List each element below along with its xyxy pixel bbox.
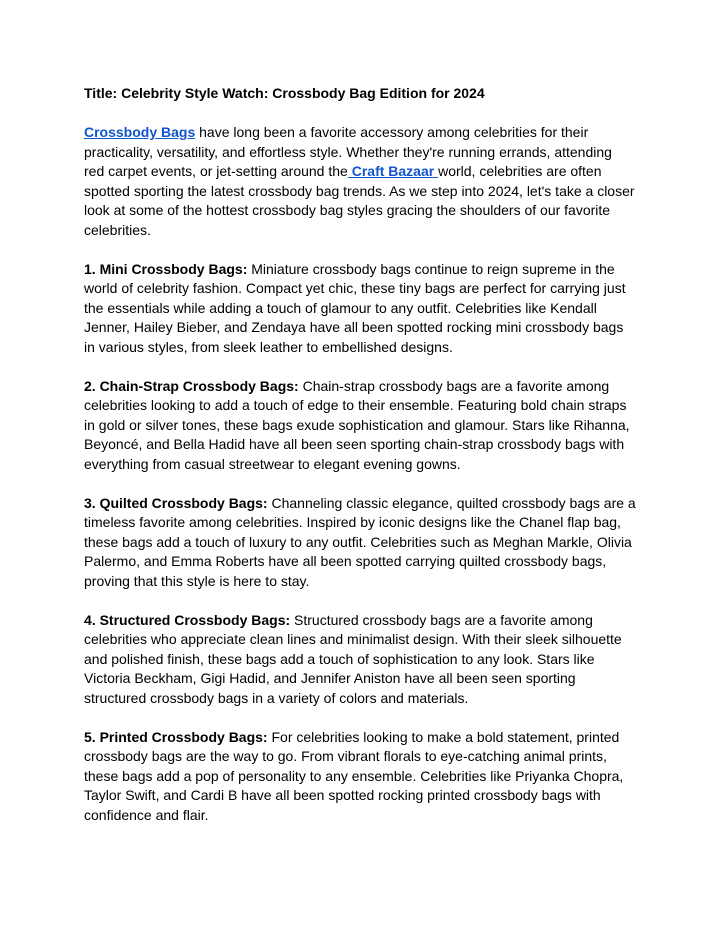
section-mini xyxy=(84,260,636,358)
section-heading: 2. Chain-Strap Crossbody Bags: xyxy=(84,377,299,394)
section-heading: 3. Quilted Crossbody Bags: xyxy=(84,494,268,511)
document-title: Title: Celebrity Style Watch: Crossbody Bag Edition for 2024 xyxy=(84,85,485,101)
section-quilted xyxy=(84,494,636,592)
section-chain-strap xyxy=(84,377,636,475)
craft-bazaar-link[interactable]: Craft Bazaar xyxy=(347,163,439,179)
section-structured xyxy=(84,611,636,709)
intro-paragraph xyxy=(84,123,636,240)
section-body: Chain-strap crossbody bags are a favorite among celebrities looking to add a touch of edge to their ensemble. Featuring bold chain straps in gold or silver tones, these bags exude sophistication and glamour. Stars like Rihanna, Beyoncé, and Bella Hadid have all been seen sporting chain-strap crossbody bags with everything from casual streetwear to elegant evening gowns. xyxy=(84,377,630,472)
intro-text-2: world, celebrities are often spotted sporting the latest crossbody bag trends. As we step into 2024, let's take a closer look at some of the hottest crossbody bag styles gracing the shoulders of our favorite celebrities. xyxy=(84,163,635,238)
section-heading: 4. Structured Crossbody Bags: xyxy=(84,611,291,628)
crossbody-bags-link[interactable]: Crossbody Bags xyxy=(84,124,196,140)
section-heading: 1. Mini Crossbody Bags: xyxy=(84,260,248,277)
intro-text-1: have long been a favorite accessory among celebrities for their practicality, versatility, and effortless style. Whether they're running errands, attending red carpet events, or jet-setting around the xyxy=(84,124,612,179)
section-body: Miniature crossbody bags continue to reign supreme in the world of celebrity fashion. Compact yet chic, these tiny bags are perfect for carrying just the essentials while adding a touch of glamour to any outfit. Celebrities like Kendall Jenner, Hailey Bieber, and Zendaya have all been spotted rocking mini crossbody bags in various styles, from sleek leather to embellished designs. xyxy=(84,260,626,355)
section-body: For celebrities looking to make a bold statement, printed crossbody bags are the way to go. From vibrant florals to eye-catching animal prints, these bags add a pop of personality to any ensemble. Celebrities like Priyanka Chopra, Taylor Swift, and Cardi B have all been spotted rocking printed crossbody bags with confidence and flair. xyxy=(84,728,624,823)
section-heading: 5. Printed Crossbody Bags: xyxy=(84,728,268,745)
section-printed xyxy=(84,728,636,826)
section-body: Channeling classic elegance, quilted crossbody bags are a timeless favorite among celebrities. Inspired by iconic designs like the Chanel flap bag, these bags add a touch of luxury to any outfit. Celebrities such as Meghan Markle, Olivia Palermo, and Emma Roberts have all been spotted carrying quilted crossbody bags, proving that this style is here to stay. xyxy=(84,494,636,589)
section-body: Structured crossbody bags are a favorite among celebrities who appreciate clean lines and minimalist design. With their sleek silhouette and polished finish, these bags add a touch of sophistication to any look. Stars like Victoria Beckham, Gigi Hadid, and Jennifer Aniston have all been seen sporting structured crossbody bags in a variety of colors and materials. xyxy=(84,611,622,706)
